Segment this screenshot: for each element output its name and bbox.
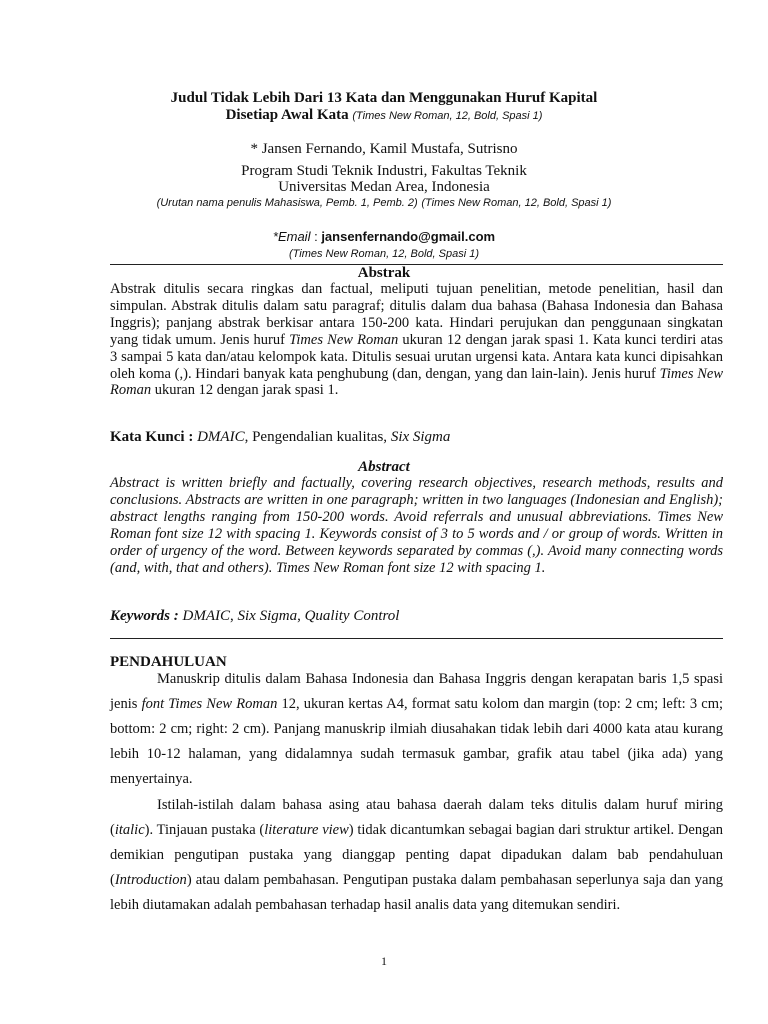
author-order-note: (Urutan nama penulis Mahasiswa, Pemb. 1, Pemb. 2) (156, 197, 418, 209)
author-order-format: (Times New Roman, 12, Bold, Spasi 1) (421, 197, 612, 209)
abstrak-text-1: Abstrak ditulis secara ringkas dan factual, meliputi tujuan penelitian, metode penelitian, hasil dan simpulan. Abstrak ditulis dalam satu paragraf; ditulis dalam dua bahasa (Bahasa Indonesia dan Bahasa Inggris); panjang abstrak berkisar antara 150-200 kata. Hindari perujukan dan penggunaan singkatan yang tidak umum. Jenis huruf (110, 281, 723, 348)
affiliation-university: Universitas Medan Area, Indonesia (278, 179, 490, 195)
email-format-line (0, 245, 768, 263)
keyword-3: Quality Control (304, 608, 400, 624)
affiliation-program: Program Studi Teknik Industri, Fakultas Teknik (241, 163, 527, 179)
email-line (0, 228, 768, 246)
pendahuluan-paragraph-2 (110, 793, 723, 918)
paper-title-line-2 (0, 107, 768, 125)
keyword-sep-1: , (230, 608, 238, 624)
abstrak-font-name-1: Times New Roman (289, 331, 399, 348)
email-address[interactable]: jansenfernando@gmail.com (321, 229, 496, 244)
para2-text-g: ) atau dalam pembahasan. Pengutipan pustaka dalam pembahasan seperlunya saja dan yang lebih diutamakan adalah pembahasan terhadap hasil analis data yang ditemukan sendiri. (110, 872, 723, 913)
keywords-label: Keywords : (110, 608, 183, 624)
abstrak-font-name-2: Times New Roman (110, 365, 723, 399)
abstract-divider (110, 638, 723, 639)
kata-kunci-line (110, 429, 450, 446)
kata-kunci-label: Kata Kunci : (110, 429, 198, 445)
keyword-sep-2: , (297, 608, 305, 624)
abstrak-text-3: ukuran 12 dengan jarak spasi 1. (151, 382, 339, 399)
para2-text-e: ) tidak dicantumkan sebagai bagian dari struktur artikel. Dengan demikian pengutipan pustaka yang dianggap penting dapat dipadukan dalam bab pendahuluan ( (110, 822, 724, 888)
paper-title-text: Disetiap Awal Kata (225, 107, 349, 123)
para2-text-c: ). Tinjauan pustaka ( (144, 822, 265, 838)
para2-italic-term: italic (114, 822, 145, 838)
paper-title-line-1: Judul Tidak Lebih Dari 13 Kata dan Menggunakan Huruf Kapital (170, 90, 598, 106)
keyword-2: Six Sigma (237, 608, 298, 624)
para1-text-a: Manuskrip ditulis dalam Bahasa Indonesia dan Bahasa Inggris dengan kerapatan baris 1,5 spasi jenis (110, 671, 723, 712)
kata-kunci-1: DMAIC (197, 429, 245, 445)
abstract-heading: Abstract (358, 459, 410, 475)
keywords-line (110, 608, 399, 625)
page-number: 1 (381, 954, 387, 968)
para2-introduction: Introduction (114, 872, 187, 888)
abstrak-text-2: ukuran 12 dengan jarak spasi 1. Kata kunci terdiri atas 3 sampai 5 kata dan/atau kelompok kata. Ditulis sesuai urutan urgensi kata. Antara kata kunci dipisahkan oleh koma (,). Hindari banyak kata penghubung (dan, dengan, yang dan lain-lain). Jenis huruf (110, 331, 723, 382)
abstract-body: Abstract is written briefly and factually, covering research objectives, research methods, results and conclusions. Abstracts are written in one paragraph; written in two languages (Indonesian and English); abstract lengths ranging from 150-200 words. Avoid referrals and unusual abbreviations. Times New Roman font size 12 with spacing 1. Keywords consist of 3 to 5 words and / or group of words. Written in order of urgency of the word. Between keywords separated by commas (,). Avoid many connecting words (and, with, that and others). Times New Roman font size 12 with spacing 1. (110, 475, 723, 576)
author-order-note-line (0, 194, 768, 212)
section-heading-pendahuluan: PENDAHULUAN (110, 654, 227, 670)
kata-kunci-3: Six Sigma (390, 429, 451, 445)
para2-text-a: Istilah-istilah dalam bahasa asing atau bahasa daerah dalam teks ditulis dalam huruf miring ( (110, 797, 723, 838)
pendahuluan-paragraph-1 (110, 667, 723, 792)
abstrak-heading: Abstrak (357, 265, 411, 281)
keyword-1: DMAIC (182, 608, 230, 624)
title-format-note: (Times New Roman, 12, Bold, Spasi 1) (352, 110, 543, 122)
para2-literature-view: literature view (264, 822, 349, 838)
abstrak-body (110, 281, 723, 399)
para1-font-italic: font Times New Roman (141, 696, 278, 712)
email-label: *Email (272, 229, 311, 244)
author-names: * Jansen Fernando, Kamil Mustafa, Sutrisno (250, 141, 518, 157)
email-colon: : (310, 229, 322, 244)
para1-text-c: 12, ukuran kertas A4, format satu kolom dan margin (top: 2 cm; left: 3 cm; bottom: 2 cm; right: 2 cm). Panjang manuskrip ilmiah diusahakan tidak lebih dari 4000 kata atau kurang lebih 10-12 halaman, yang didalamnya sudah termasuk gambar, grafik atau tabel (jika ada) yang menyertainya. (110, 696, 723, 787)
email-format-note: (Times New Roman, 12, Bold, Spasi 1) (288, 248, 480, 260)
kata-kunci-2: , Pengendalian kualitas, (244, 429, 391, 445)
